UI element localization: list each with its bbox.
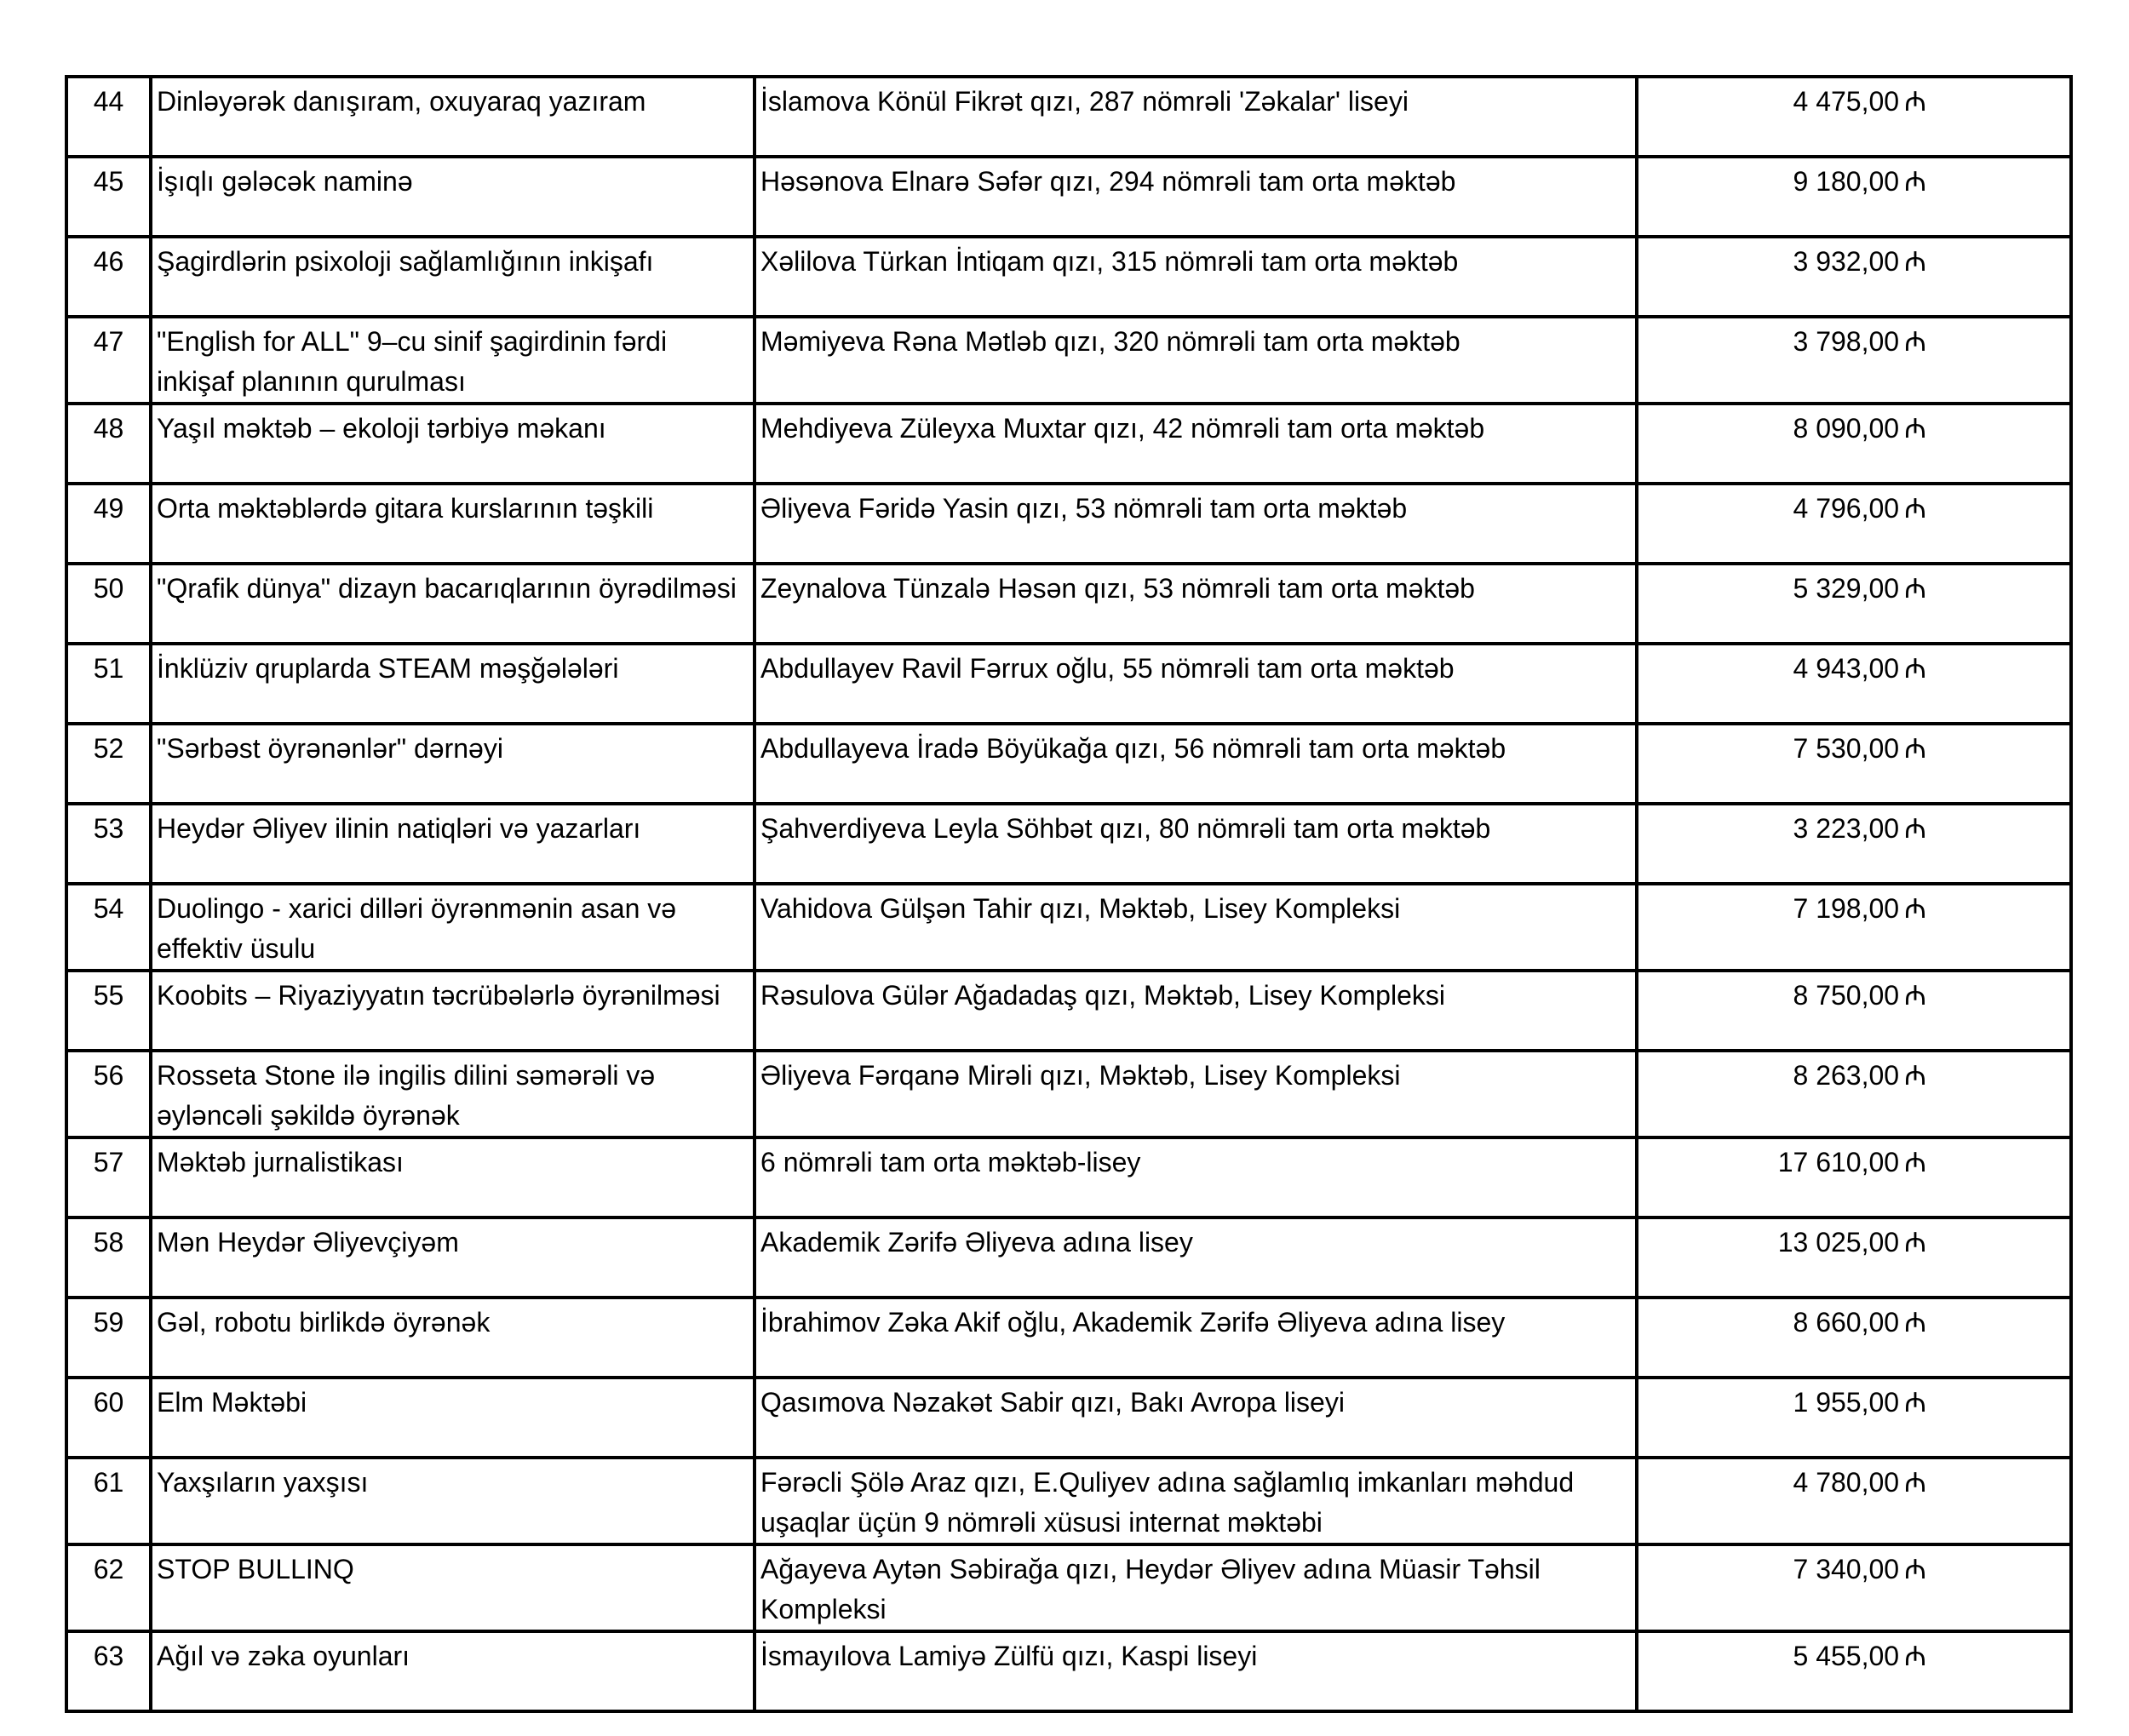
responsible-person: Şahverdiyeva Leyla Söhbət qızı, 80 nömrəli tam orta məktəb <box>755 804 1637 884</box>
responsible-person: Vahidova Gülşən Tahir qızı, Məktəb, Lisey Kompleksi <box>755 884 1637 971</box>
amount-value: 17 610,00 <box>1777 1147 1900 1177</box>
amount-value: 7 340,00 <box>1793 1554 1900 1584</box>
project-title: Məktəb jurnalistikası <box>151 1137 755 1217</box>
row-number: 59 <box>66 1298 151 1378</box>
responsible-person: Mehdiyeva Züleyxa Muxtar qızı, 42 nömrəli tam orta məktəb <box>755 404 1637 484</box>
row-number: 54 <box>66 884 151 971</box>
amount-cell <box>1637 404 2071 484</box>
amount-cell <box>1637 1217 2071 1298</box>
amount-value: 7 198,00 <box>1793 893 1900 924</box>
manat-currency-icon: ₼ <box>1904 246 1926 277</box>
responsible-person: Zeynalova Tünzalə Həsən qızı, 53 nömrəli tam orta məktəb <box>755 564 1637 644</box>
responsible-person: 6 nömrəli tam orta məktəb-lisey <box>755 1137 1637 1217</box>
manat-currency-icon: ₼ <box>1904 573 1926 604</box>
manat-currency-icon: ₼ <box>1904 1307 1926 1338</box>
amount-value: 4 780,00 <box>1793 1467 1900 1498</box>
row-number: 51 <box>66 644 151 724</box>
row-number: 56 <box>66 1051 151 1137</box>
table-row <box>66 237 2071 317</box>
project-title: STOP BULLINQ <box>151 1544 755 1631</box>
project-title: Yaxşıların yaxşısı <box>151 1458 755 1544</box>
amount-cell <box>1637 157 2071 237</box>
responsible-person: Abdullayeva İradə Böyükağa qızı, 56 nömrəli tam orta məktəb <box>755 724 1637 804</box>
responsible-person: Abdullayev Ravil Fərrux oğlu, 55 nömrəli tam orta məktəb <box>755 644 1637 724</box>
manat-currency-icon: ₼ <box>1904 166 1926 197</box>
project-title: Gəl, robotu birlikdə öyrənək <box>151 1298 755 1378</box>
project-title: Ağıl və zəka oyunları <box>151 1631 755 1711</box>
project-title: Rosseta Stone ilə ingilis dilini səmərəli və əyləncəli şəkildə öyrənək <box>151 1051 755 1137</box>
table-row <box>66 1378 2071 1458</box>
manat-currency-icon: ₼ <box>1904 1227 1926 1258</box>
manat-currency-icon: ₼ <box>1904 653 1926 684</box>
row-number: 46 <box>66 237 151 317</box>
table-row <box>66 564 2071 644</box>
amount-value: 4 943,00 <box>1793 653 1900 684</box>
amount-cell <box>1637 1051 2071 1137</box>
responsible-person: Ağayeva Aytən Səbirağa qızı, Heydər Əliyev adına Müasir Təhsil Kompleksi <box>755 1544 1637 1631</box>
row-number: 60 <box>66 1378 151 1458</box>
row-number: 44 <box>66 77 151 157</box>
row-number: 55 <box>66 971 151 1051</box>
amount-value: 3 223,00 <box>1793 813 1900 844</box>
table-row <box>66 484 2071 564</box>
row-number: 58 <box>66 1217 151 1298</box>
table-row <box>66 1217 2071 1298</box>
project-title: Mən Heydər Əliyevçiyəm <box>151 1217 755 1298</box>
row-number: 49 <box>66 484 151 564</box>
amount-cell <box>1637 971 2071 1051</box>
project-title: "English for ALL" 9–cu sinif şagirdinin fərdi inkişaf planının qurulması <box>151 317 755 404</box>
amount-cell <box>1637 1631 2071 1711</box>
responsible-person: Əliyeva Fərqanə Mirəli qızı, Məktəb, Lisey Kompleksi <box>755 1051 1637 1137</box>
row-number: 57 <box>66 1137 151 1217</box>
projects-table <box>65 75 2073 1713</box>
table-row <box>66 644 2071 724</box>
table-row <box>66 1631 2071 1711</box>
table-row <box>66 804 2071 884</box>
responsible-person: Əliyeva Fəridə Yasin qızı, 53 nömrəli tam orta məktəb <box>755 484 1637 564</box>
table-row <box>66 1458 2071 1544</box>
manat-currency-icon: ₼ <box>1904 1467 1926 1498</box>
project-title: İşıqlı gələcək naminə <box>151 157 755 237</box>
table-row <box>66 1298 2071 1378</box>
project-title: Duolingo - xarici dilləri öyrənmənin asan və effektiv üsulu <box>151 884 755 971</box>
amount-cell <box>1637 1378 2071 1458</box>
manat-currency-icon: ₼ <box>1904 1387 1926 1418</box>
responsible-person: İbrahimov Zəka Akif oğlu, Akademik Zərifə Əliyeva adına lisey <box>755 1298 1637 1378</box>
manat-currency-icon: ₼ <box>1904 1147 1926 1177</box>
row-number: 53 <box>66 804 151 884</box>
amount-cell <box>1637 724 2071 804</box>
manat-currency-icon: ₼ <box>1904 326 1926 357</box>
manat-currency-icon: ₼ <box>1904 1641 1926 1671</box>
amount-cell <box>1637 1137 2071 1217</box>
row-number: 48 <box>66 404 151 484</box>
manat-currency-icon: ₼ <box>1904 413 1926 444</box>
row-number: 47 <box>66 317 151 404</box>
responsible-person: Məmiyeva Rəna Mətləb qızı, 320 nömrəli tam orta məktəb <box>755 317 1637 404</box>
manat-currency-icon: ₼ <box>1904 1060 1926 1091</box>
amount-cell <box>1637 564 2071 644</box>
project-title: Koobits – Riyaziyyatın təcrübələrlə öyrənilməsi <box>151 971 755 1051</box>
responsible-person: İsmayılova Lamiyə Zülfü qızı, Kaspi liseyi <box>755 1631 1637 1711</box>
amount-value: 9 180,00 <box>1793 166 1900 197</box>
project-title: Şagirdlərin psixoloji sağlamlığının inkişafı <box>151 237 755 317</box>
amount-value: 8 090,00 <box>1793 413 1900 444</box>
responsible-person: Akademik Zərifə Əliyeva adına lisey <box>755 1217 1637 1298</box>
manat-currency-icon: ₼ <box>1904 893 1926 924</box>
amount-cell <box>1637 1298 2071 1378</box>
project-title: İnklüziv qruplarda STEAM məşğələləri <box>151 644 755 724</box>
table-row <box>66 77 2071 157</box>
manat-currency-icon: ₼ <box>1904 1554 1926 1584</box>
amount-cell <box>1637 1458 2071 1544</box>
manat-currency-icon: ₼ <box>1904 813 1926 844</box>
project-title: Elm Məktəbi <box>151 1378 755 1458</box>
table-row <box>66 1051 2071 1137</box>
amount-value: 13 025,00 <box>1777 1227 1900 1258</box>
amount-value: 3 932,00 <box>1793 246 1900 277</box>
row-number: 45 <box>66 157 151 237</box>
amount-value: 8 750,00 <box>1793 980 1900 1011</box>
table-row <box>66 971 2071 1051</box>
responsible-person: Rəsulova Gülər Ağadadaş qızı, Məktəb, Lisey Kompleksi <box>755 971 1637 1051</box>
amount-value: 8 660,00 <box>1793 1307 1900 1338</box>
amount-cell <box>1637 884 2071 971</box>
amount-value: 4 475,00 <box>1793 86 1900 117</box>
amount-value: 3 798,00 <box>1793 326 1900 357</box>
manat-currency-icon: ₼ <box>1904 733 1926 764</box>
amount-value: 5 455,00 <box>1793 1641 1900 1671</box>
table-row <box>66 317 2071 404</box>
responsible-person: Qasımova Nəzakət Sabir qızı, Bakı Avropa liseyi <box>755 1378 1637 1458</box>
project-title: Yaşıl məktəb – ekoloji tərbiyə məkanı <box>151 404 755 484</box>
manat-currency-icon: ₼ <box>1904 86 1926 117</box>
table-row <box>66 884 2071 971</box>
table-row <box>66 1544 2071 1631</box>
amount-cell <box>1637 77 2071 157</box>
document-sheet <box>65 75 2069 1713</box>
manat-currency-icon: ₼ <box>1904 980 1926 1011</box>
amount-cell <box>1637 644 2071 724</box>
row-number: 62 <box>66 1544 151 1631</box>
responsible-person: Xəlilova Türkan İntiqam qızı, 315 nömrəli tam orta məktəb <box>755 237 1637 317</box>
amount-cell <box>1637 237 2071 317</box>
amount-value: 4 796,00 <box>1793 493 1900 524</box>
project-title: "Qrafik dünya" dizayn bacarıqlarının öyrədilməsi <box>151 564 755 644</box>
project-title: Heydər Əliyev ilinin natiqləri və yazarları <box>151 804 755 884</box>
manat-currency-icon: ₼ <box>1904 493 1926 524</box>
table-row <box>66 724 2071 804</box>
amount-cell <box>1637 484 2071 564</box>
row-number: 50 <box>66 564 151 644</box>
table-row <box>66 404 2071 484</box>
responsible-person: Həsənova Elnarə Səfər qızı, 294 nömrəli tam orta məktəb <box>755 157 1637 237</box>
row-number: 61 <box>66 1458 151 1544</box>
table-body <box>66 77 2071 1711</box>
amount-cell <box>1637 317 2071 404</box>
amount-cell <box>1637 804 2071 884</box>
amount-value: 1 955,00 <box>1793 1387 1900 1418</box>
responsible-person: İslamova Könül Fikrət qızı, 287 nömrəli 'Zəkalar' liseyi <box>755 77 1637 157</box>
row-number: 52 <box>66 724 151 804</box>
responsible-person: Fərəcli Şölə Araz qızı, E.Quliyev adına sağlamlıq imkanları məhdud uşaqlar üçün 9 nömrəli xüsusi internat məktəbi <box>755 1458 1637 1544</box>
amount-value: 5 329,00 <box>1793 573 1900 604</box>
project-title: "Sərbəst öyrənənlər" dərnəyi <box>151 724 755 804</box>
table-row <box>66 157 2071 237</box>
table-row <box>66 1137 2071 1217</box>
amount-cell <box>1637 1544 2071 1631</box>
amount-value: 7 530,00 <box>1793 733 1900 764</box>
project-title: Orta məktəblərdə gitara kurslarının təşkili <box>151 484 755 564</box>
row-number: 63 <box>66 1631 151 1711</box>
project-title: Dinləyərək danışıram, oxuyaraq yazıram <box>151 77 755 157</box>
amount-value: 8 263,00 <box>1793 1060 1900 1091</box>
